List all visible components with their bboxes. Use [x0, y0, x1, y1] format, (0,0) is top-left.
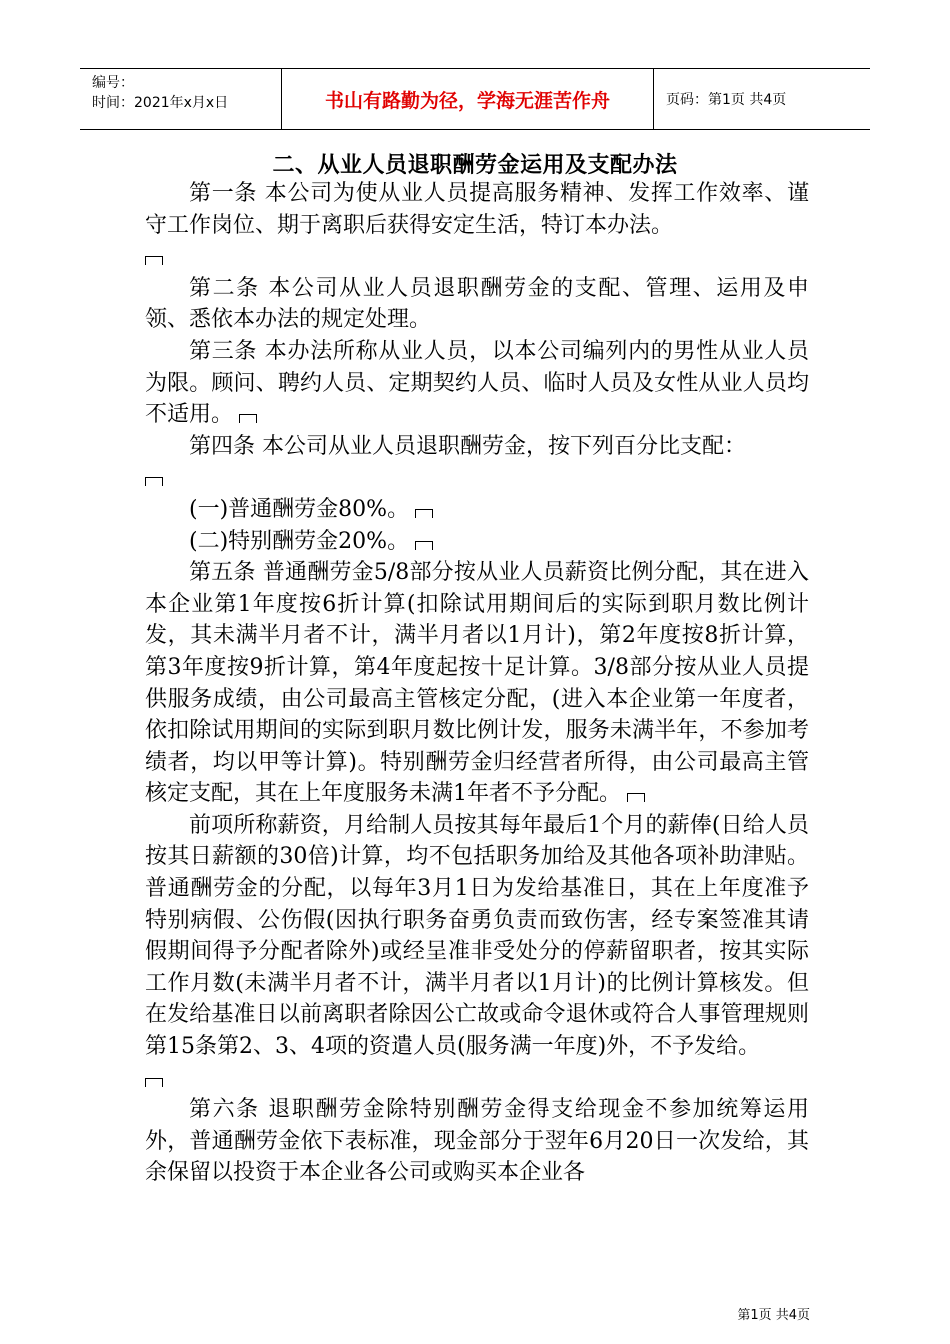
paragraph-article-1: 第一条 本公司为使从业人员提高服务精神、发挥工作效率、谨守工作岗位、期于离职后获得安定生活，特订本办法。: [145, 181, 809, 238]
paragraph-item-2: (二)特别酬劳金20%。: [145, 526, 809, 558]
paragraph-item-1: (一)普通酬劳金80%。: [145, 494, 809, 526]
paragraph-mark-line: [145, 241, 809, 273]
paragraph-article-4: 第四条 本公司从业人员退职酬劳金，按下列百分比支配：: [189, 433, 746, 459]
return-mark-icon: [415, 509, 433, 518]
return-mark-icon: [145, 256, 163, 265]
number-label: 编号：: [92, 75, 134, 91]
return-mark-icon: [415, 541, 433, 550]
return-mark-icon: [239, 414, 257, 423]
header-table: [80, 68, 870, 130]
paragraph-article-5: 第五条 普通酬劳金5/8部分按从业人员薪资比例分配，其在进入本企业第1年度按6折计算(扣除试用期间后的实际到职月数比例计发，其未满半月者不计，满半月者以1月计)，第2年度按8折计算，第3年度按9折计算，第4年度起按十足计算。3/8部分按从业人员提供服务成绩，由公司最高主管核定分配，(进入本企业第一年度者，依扣除试用期间的实际到职月数比例计发，服务未满半年，不参加考绩者，均以甲等计算)。特别酬劳金归经营者所得，由公司最高主管核定支配，其在上年度服务未满1年者不予分配。: [145, 560, 809, 807]
paragraph-article-2: 第二条 本公司从业人员退职酬劳金的支配、管理、运用及申领、悉依本办法的规定处理。: [145, 275, 809, 333]
paragraph-mark-line: [145, 1063, 809, 1095]
return-mark-icon: [145, 1078, 163, 1087]
time-label: 时间：2021年x月x日: [92, 95, 229, 111]
paragraph-mark-line: [145, 462, 809, 494]
header-motto: 书山有路勤为径，学海无涯苦作舟: [282, 69, 654, 129]
header-meta: [80, 69, 282, 129]
document-title: 二、从业人员退职酬劳金运用及支配办法: [272, 152, 678, 178]
header-page-label: 页码：第1页 共4页: [666, 92, 787, 108]
return-mark-icon: [627, 793, 645, 802]
page-footer: 第1页 共4页: [737, 1308, 810, 1323]
paragraph-salary-definition: 前项所称薪资，月给制人员按其每年最后1个月的薪俸(日给人员按其日薪额的30倍)计算，均不包括职务加给及其他各项补助津贴。普通酬劳金的分配，以每年3月1日为发给基准日，其在上年度准予特别病假、公伤假(因执行职务奋勇负责而致伤害，经专案签准其请假期间得予分配者除外)或经呈准非受处分的停薪留职者，按其实际工作月数(未满半月者不计，满半月者以1月计)的比例计算核发。但在发给基准日以前离职者除因公亡故或命令退休或符合人事管理规则第15条第2、3、4项的资遣人员(服务满一年度)外，不予发给。: [145, 812, 809, 1060]
paragraph-article-6: 第六条 退职酬劳金除特别酬劳金得支给现金不参加统筹运用外，普通酬劳金依下表标准，现金部分于翌年6月20日一次发给，其余保留以投资于本企业各公司或购买本企业各: [145, 1097, 809, 1186]
paragraph-article-3: 第三条 本办法所称从业人员，以本公司编列内的男性从业人员为限。顾问、聘约人员、定期契约人员、临时人员及女性从业人员均不适用。: [145, 338, 809, 428]
return-mark-icon: [145, 477, 163, 486]
document-body: [145, 178, 809, 1189]
